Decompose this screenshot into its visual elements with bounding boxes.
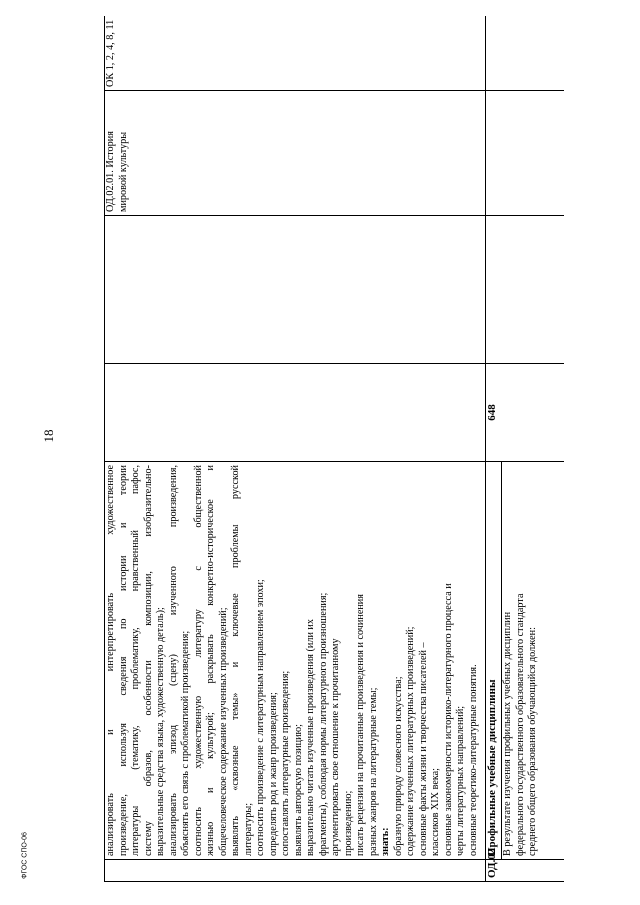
cell-section-code: ОД.02 xyxy=(486,860,565,882)
cell-description xyxy=(105,462,486,860)
text-line: выявлять авторскую позицию; xyxy=(292,724,304,856)
cell-hours-empty xyxy=(105,364,486,462)
cell-subject: ОД.02.01. История мировой культуры xyxy=(105,91,486,216)
text-line: черты литературных направлений; xyxy=(455,705,466,856)
text-line: основные закономерности историко-литературного процесса и xyxy=(442,583,454,856)
text-line: произведение, используя сведения по истории и теории xyxy=(117,465,129,856)
cell-index-empty xyxy=(105,216,486,364)
text-line: анализировать эпизод (сцену) изученного произведения, xyxy=(167,465,179,856)
cell-empty xyxy=(486,16,565,91)
description-lines xyxy=(105,465,480,856)
cell-empty xyxy=(486,216,565,364)
text-line: разных жанров на литературные темы; xyxy=(367,687,379,856)
text-line: соотносить художественную литературу с общественной xyxy=(192,465,204,856)
table-row-profile-disciplines xyxy=(486,16,502,882)
cell-section-hours: 648 xyxy=(486,364,565,462)
text-line: жизнью и культурой; раскрывать конкретно-историческое и xyxy=(205,465,216,856)
rotated-table-container xyxy=(104,16,564,882)
text-line: определять род и жанр произведения; xyxy=(267,692,279,856)
text-line: сопоставлять литературные произведения; xyxy=(280,670,291,856)
text-line: объяснять его связь с проблематикой произведения; xyxy=(180,630,191,856)
text-line: классиков XIX века; xyxy=(430,767,441,856)
footer-label: ФГОС СПО-06 xyxy=(21,832,29,879)
text-line: произведению; xyxy=(342,790,354,856)
cell-intro xyxy=(502,462,565,860)
text-line: В результате изучения профильных учебных дисциплин xyxy=(502,611,513,856)
text-line: среднего общего образования обучающийся должен: xyxy=(527,627,538,856)
text-line: выразительные средства языка, художественную деталь); xyxy=(155,607,166,856)
table-row-competency-description xyxy=(105,16,486,882)
intro-lines xyxy=(502,465,540,856)
text-line: образную природу словесного искусства; xyxy=(392,676,404,856)
page-number: 18 xyxy=(41,429,56,443)
text-line: основные факты жизни и творчества писателей – xyxy=(417,642,429,856)
curriculum-table xyxy=(104,16,564,882)
text-line: выявлять «сквозные темы» и ключевые проблемы русской xyxy=(230,465,241,856)
text-line: писать рецензии на прочитанные произведения и сочинения xyxy=(355,594,366,856)
text-line: литературы (тематику, проблематику, нравственный пафос, xyxy=(130,465,141,856)
text-line: аргументировать свое отношение к прочитанному xyxy=(330,638,341,856)
rotated-table xyxy=(104,16,564,882)
text-line: знать: xyxy=(380,827,391,856)
text-line: фрагменты), соблюдая нормы литературного произношения; xyxy=(317,592,329,856)
text-line: общечеловеческое содержание изученных произведений; xyxy=(217,607,229,856)
text-line: анализировать и интерпретировать художественное xyxy=(105,465,116,856)
text-line: федерального государственного образовательного стандарта xyxy=(514,593,526,856)
text-line: содержание изученных литературных произведений; xyxy=(405,626,416,856)
text-line: соотносить произведение с литературным направлением эпохи; xyxy=(255,579,266,856)
cell-competencies: ОК 1, 2, 4, 8, 11 xyxy=(105,16,486,91)
cell-section-title: Профильные учебные дисциплины xyxy=(486,462,502,860)
text-line: систему образов, особенности композиции, изобразительно- xyxy=(142,465,154,856)
text-line: литературы; xyxy=(242,802,254,856)
text-line: выразительно читать изученные произведения (или их xyxy=(305,619,316,856)
text-line: основные теоретико-литературные понятия. xyxy=(467,664,479,856)
cell-code-empty xyxy=(105,860,486,882)
cell-empty xyxy=(486,91,565,216)
